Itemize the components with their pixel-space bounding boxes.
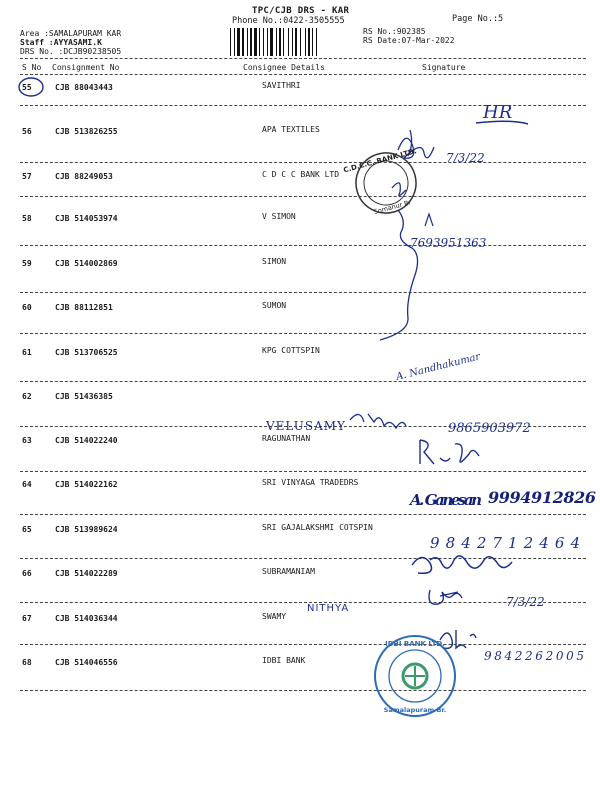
row-sno: 66 [22,569,32,578]
row-sno: 60 [22,303,32,312]
row-sno: 58 [22,214,32,223]
phone-number: Phone No.:0422-3505555 [232,16,345,26]
row-sno: 63 [22,436,32,445]
row-consignee: C D C C BANK LTD [262,170,340,179]
row-consignee: SIMON [262,257,287,266]
row-consignment-no: CJB 514022162 [55,480,118,489]
svg-text:IDBI BANK LTD.: IDBI BANK LTD. [385,640,445,648]
sheet-title: TPC/CJB DRS - KAR [252,6,350,16]
row-sno: 55 [22,83,32,92]
row-consignment-no: CJB 51436385 [55,392,113,401]
signature-64: A. Ganesan [410,491,482,509]
col-consignment: Consignment No [52,63,120,72]
row-consignment-no: CJB 88043443 [55,83,113,92]
signature-65 [412,556,512,573]
handwritten-m [425,214,433,226]
phone-7693951363: 7693951363 [410,236,487,250]
signature-66 [429,590,462,604]
velusamy-handwritten: VELUSAMY [266,419,346,433]
svg-text:HR: HR [483,102,513,123]
row-sno: 67 [22,614,32,623]
row-consignment-no: CJB 513989624 [55,525,118,534]
page-number: Page No.:5 [452,14,504,24]
row-sno: 65 [22,525,32,534]
phone-9865903972: 9865903972 [448,421,531,436]
col-sno: S No [22,63,42,72]
phone-9842262005: 9842262005 [484,649,584,663]
rs-date: RS Date:07-Mar-2022 [363,36,455,45]
row-sno: 68 [22,658,32,667]
row-consignment-no: CJB 88112851 [55,303,113,312]
row-consignment-no: CJB 514022289 [55,569,118,578]
signature-r [420,440,479,464]
row-consignee: V SIMON [262,212,296,221]
row-sno: 56 [22,127,32,136]
row-consignee: SRI GAJALAKSHMI COTSPIN [262,523,373,532]
area-label: Area :SAMALAPURAM KAR [20,29,122,38]
row-consignment-no: CJB 514053974 [55,214,118,223]
svg-text:Somanur Br: Somanur Br [372,198,413,216]
row-consignee: IDBI BANK [262,656,306,665]
row-sno: 59 [22,259,32,268]
row-sno: 61 [22,348,32,357]
row-consignment-no: CJB 514036344 [55,614,118,623]
row-consignment-no: CJB 514022240 [55,436,118,445]
signature-stroke-58 [380,210,418,340]
stamp-initials [392,183,406,196]
row-consignee: APA TEXTILES [262,125,320,134]
row-sno: 64 [22,480,32,489]
staff-label: Staff :AYYASAMI.K [20,38,102,47]
row-consignment-no: CJB 513826255 [55,127,118,136]
row-consignment-no: CJB 513706525 [55,348,118,357]
nithya-handwritten: NITHYA [307,603,350,614]
row-consignee: KPG COTTSPIN [262,346,320,355]
col-signature: Signature [422,63,466,72]
rs-number: RS No.:902385 [363,27,426,36]
row-consignment-no: CJB 514046556 [55,658,118,667]
row-consignee: SWAMY [262,612,287,621]
date-7-3-22: 7/3/22 [446,151,485,165]
cdcc-bank-stamp [342,144,430,221]
signature-63 [350,414,406,428]
row-consignment-no: CJB 88249053 [55,172,113,181]
svg-text:C.D.C.C. BANK LTD.: C.D.C.C. BANK LTD. [342,147,418,175]
date-7-3-22-b: 7/3/22 [506,595,545,609]
row-consignment-no: CJB 514002869 [55,259,118,268]
row-consignee: RAGUNATHAN [262,434,311,443]
col-consignee: Consignee Details [243,63,325,72]
row-consignee: SRI VINYAGA TRADEDRS [262,478,359,487]
row-consignee: SUBRAMANIAM [262,567,315,576]
drs-number: DRS No. :DCJB90238505 [20,47,122,56]
phone-9842712464: 9842712464 [430,534,580,552]
row-sno: 57 [22,172,32,181]
svg-text:Samalapuram Br.: Samalapuram Br. [383,706,447,714]
circle-mark-55 [19,78,43,96]
row-consignee: SAVITHRI [262,81,301,90]
signature-67 [440,630,476,648]
row-sno: 62 [22,392,32,401]
row-consignee: SUMON [262,301,287,310]
idbi-bank-stamp [375,636,455,716]
signature-61: A. Nandhakumar [395,351,482,383]
phone-9994912826: 9994912826 [488,488,596,507]
hr-mark [476,102,528,124]
